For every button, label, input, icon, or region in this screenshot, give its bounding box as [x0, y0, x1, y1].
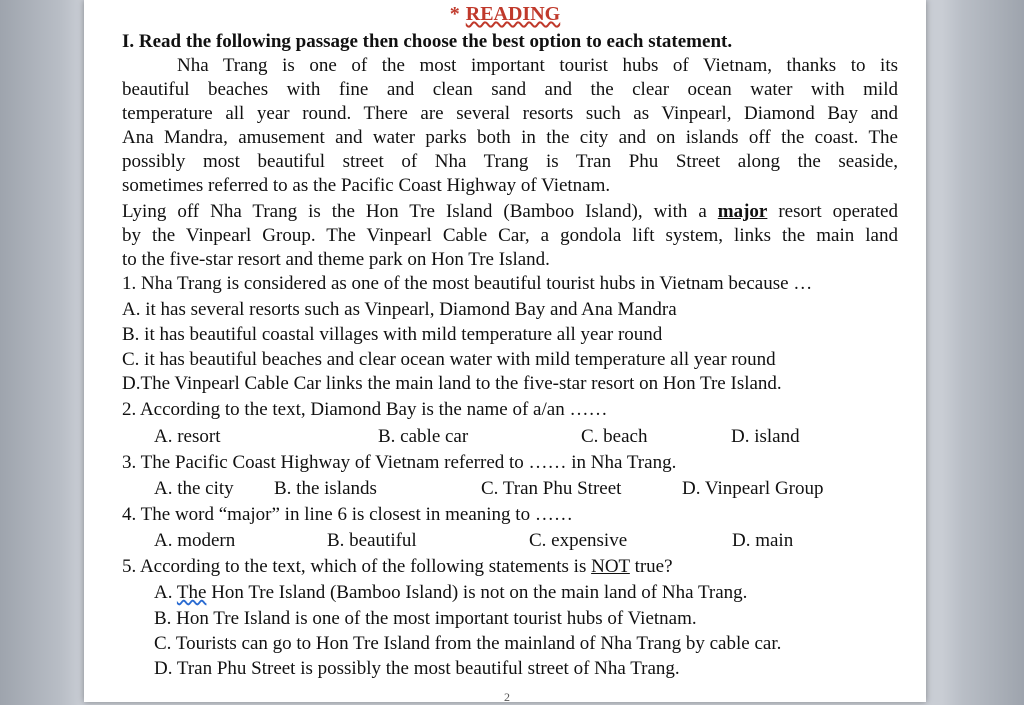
title-star: * — [449, 3, 460, 25]
question-5-option-a-letter: A. — [154, 582, 173, 603]
question-4-option-c: C. expensive — [529, 530, 628, 551]
question-1-option-d: D.The Vinpearl Cable Car links the main land to the five-star resort on Hon Tre Island. — [122, 373, 782, 394]
question-2-option-d: D. island — [731, 426, 800, 447]
question-1-option-a: A. it has several resorts such as Vinpearl, Diamond Bay and Ana Mandra — [122, 299, 677, 320]
question-3-option-b: B. the islands — [274, 478, 377, 499]
passage-line-9: to the five-star resort and theme park on Hon Tre Island. — [122, 249, 550, 270]
passage-line-8: by the Vinpearl Group. The Vinpearl Cable Car, a gondola lift system, links the main land — [122, 225, 898, 246]
question-2-option-b: B. cable car — [378, 426, 469, 447]
passage-line-4: Ana Mandra, amusement and water parks both in the city and on islands off the coast. The — [122, 127, 898, 148]
question-5-not-word: NOT — [591, 556, 630, 577]
question-4-stem: 4. The word “major” in line 6 is closest in meaning to …… — [122, 504, 573, 525]
question-3-stem: 3. The Pacific Coast Highway of Vietnam referred to …… in Nha Trang. — [122, 452, 677, 473]
question-1-option-c: C. it has beautiful beaches and clear ocean water with mild temperature all year round — [122, 349, 776, 370]
document-page — [84, 0, 926, 702]
title-text: READING — [465, 3, 561, 25]
passage-line-5: possibly most beautiful street of Nha Trang is Tran Phu Street along the seaside, — [122, 151, 898, 172]
page-number: 2 — [504, 690, 510, 704]
question-5-stem-pre: 5. According to the text, which of the following statements is — [122, 556, 587, 577]
question-1-stem: 1. Nha Trang is considered as one of the most beautiful tourist hubs in Vietnam because … — [122, 273, 813, 294]
highlighted-word-major: major — [717, 201, 768, 222]
question-5-stem — [122, 555, 898, 579]
question-5-stem-post: true? — [634, 556, 673, 577]
question-4-option-a: A. modern — [154, 530, 236, 551]
question-5-option-b: B. Hon Tre Island is one of the most important tourist hubs of Vietnam. — [154, 608, 697, 629]
passage-line-7-pre: Lying off Nha Trang is the Hon Tre Island (Bamboo Island), with a — [122, 201, 707, 222]
question-4-option-d: D. main — [732, 530, 794, 551]
instruction: I. Read the following passage then choose the best option to each statement. — [122, 31, 733, 52]
passage-line-2: beautiful beaches with fine and clean sand and the clear ocean water with mild — [122, 79, 898, 100]
question-4-option-b: B. beautiful — [327, 530, 417, 551]
passage-line-1: Nha Trang is one of the most important tourist hubs of Vietnam, thanks to its — [177, 55, 898, 76]
question-5-option-a-the: The — [176, 582, 207, 603]
question-5-option-d: D. Tran Phu Street is possibly the most beautiful street of Nha Trang. — [154, 658, 680, 679]
question-1-option-b: B. it has beautiful coastal villages with mild temperature all year round — [122, 324, 663, 345]
passage-line-7-post: resort operated — [778, 201, 898, 222]
question-3-option-c: C. Tran Phu Street — [481, 478, 622, 499]
passage-line-3: temperature all year round. There are several resorts such as Vinpearl, Diamond Bay and — [122, 103, 898, 124]
question-2-stem: 2. According to the text, Diamond Bay is the name of a/an …… — [122, 399, 608, 420]
question-2-option-c: C. beach — [581, 426, 648, 447]
question-3-option-d: D. Vinpearl Group — [682, 478, 824, 499]
question-5-option-a — [154, 581, 747, 605]
question-3-option-a: A. the city — [154, 478, 234, 499]
section-title — [84, 3, 926, 26]
passage-line-7 — [122, 200, 898, 224]
question-5-option-a-text: Hon Tre Island (Bamboo Island) is not on the main land of Nha Trang. — [211, 582, 748, 603]
question-2-option-a: A. resort — [154, 426, 221, 447]
question-5-option-c: C. Tourists can go to Hon Tre Island from the mainland of Nha Trang by cable car. — [154, 633, 782, 654]
passage-line-6: sometimes referred to as the Pacific Coast Highway of Vietnam. — [122, 175, 611, 196]
